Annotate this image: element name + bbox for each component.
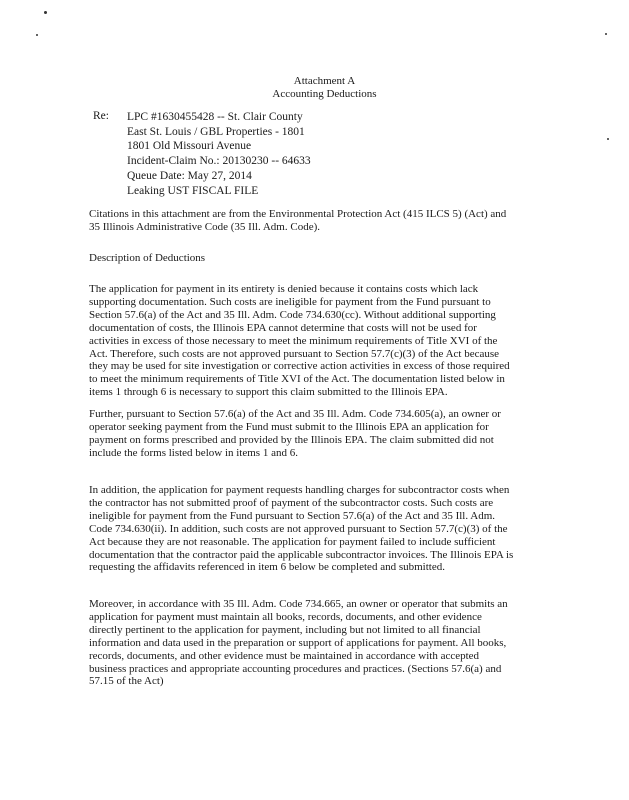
- paragraph-line: payment on forms prescribed and provided by the Illinois EPA. The claim submitted did not: [89, 433, 494, 446]
- paragraph-line: application for payment must maintain all books, records, documents, and other evidence: [89, 610, 482, 623]
- re-line: 1801 Old Missouri Avenue: [127, 140, 252, 153]
- paragraph-line: to meet the minimum requirements of Title XVI of the Act. The documentation listed below in: [89, 373, 505, 386]
- paragraph-line: Act. Therefore, such costs are not approved pursuant to Section 57.7(c)(3) of the Act because: [89, 347, 500, 360]
- re-line: LPC #1630455428 -- St. Clair County: [127, 111, 303, 123]
- re-line: Incident-Claim No.: 20130230 -- 64633: [127, 155, 311, 168]
- re-line: East St. Louis / GBL Properties - 1801: [127, 125, 305, 138]
- paragraph-line: operator seeking payment from the Fund must submit to the Illinois EPA an application for: [89, 420, 489, 433]
- paragraph-line: ineligible for payment from the Fund pursuant to Section 57.6(a) of the Act and 35 Ill. Adm.: [89, 509, 496, 522]
- attachment-title: Attachment A: [293, 75, 356, 87]
- re-block: [127, 110, 311, 198]
- paragraph-line: Further, pursuant to Section 57.6(a) of the Act and 35 Ill. Adm. Code 734.605(a), an owner or: [89, 408, 501, 420]
- attachment-subtitle: Accounting Deductions: [272, 88, 377, 100]
- re-line: Queue Date: May 27, 2014: [127, 169, 252, 182]
- citations-paragraph: [89, 208, 526, 234]
- re-label: Re:: [93, 110, 109, 122]
- scan-speck: [44, 11, 47, 14]
- paragraph-line: 35 Illinois Administrative Code (35 Ill. Adm. Code).: [89, 220, 320, 233]
- paragraph-line: requesting the affidavits referenced in item 6 below be completed and submitted.: [89, 561, 445, 574]
- paragraph-line: items 1 through 6 is necessary to support this claim submitted to the Illinois EPA.: [89, 386, 448, 399]
- scan-speck: [607, 138, 609, 140]
- paragraph-handling-charges: [89, 484, 526, 574]
- paragraph-line: information and data used in the preparation or support of applications for payment. All books,: [89, 636, 507, 649]
- paragraph-records-maintenance: [89, 598, 526, 688]
- paragraph-line: 57.15 of the Act): [89, 675, 164, 688]
- paragraph-forms-required: [89, 408, 526, 460]
- scan-speck: [605, 33, 607, 35]
- paragraph-line: the contractor has not submitted proof of payment of the subcontractor costs. Such costs are: [89, 496, 494, 509]
- paragraph-line: include the forms listed below in items 1 and 6.: [89, 446, 298, 459]
- paragraph-line: Section 57.6(a) of the Act and 35 Ill. Adm. Code 734.630(cc). Without additional supporting: [89, 308, 496, 321]
- paragraph-line: directly pertinent to the application for payment, including but not limited to all financial: [89, 623, 481, 636]
- paragraph-line: Act because they are not reasonable. The application for payment failed to include sufficient: [89, 535, 496, 548]
- re-line: Leaking UST FISCAL FILE: [127, 184, 259, 197]
- paragraph-line: they may be used for site investigation or corrective action activities in excess of those required: [89, 360, 510, 373]
- paragraph-line: In addition, the application for payment requests handling charges for subcontractor costs when: [89, 484, 510, 496]
- scan-speck: [36, 34, 38, 36]
- paragraph-line: Moreover, in accordance with 35 Ill. Adm. Code 734.665, an owner or operator that submits an: [89, 598, 508, 610]
- paragraph-line: business practices and appropriate accounting procedures and practices. (Sections 57.6(a) and: [89, 662, 502, 675]
- description-heading: Description of Deductions: [89, 252, 206, 264]
- paragraph-line: documentation of costs, the Illinois EPA cannot determine that costs will not be used for: [89, 321, 477, 334]
- paragraph-line: records, documents, and other evidence must be maintained in accordance with accepted: [89, 649, 480, 662]
- attachment-header: [0, 75, 629, 101]
- paragraph-line: Citations in this attachment are from the Environmental Protection Act (415 ILCS 5) (Act) and: [89, 208, 507, 220]
- paragraph-line: activities in excess of those necessary to meet the minimum requirements of Title XVI of the: [89, 334, 498, 347]
- paragraph-line: Code 734.630(ii). In addition, such costs are not approved pursuant to Section 57.7(c)(3) of the: [89, 522, 508, 535]
- paragraph-entirety-denied: [89, 283, 526, 399]
- paragraph-line: documentation that the contractor paid the applicable subcontractor invoices. The Illinois EPA is: [89, 548, 514, 561]
- paragraph-line: The application for payment in its entirety is denied because it contains costs which lack: [89, 283, 479, 295]
- paragraph-line: supporting documentation. Such costs are ineligible for payment from the Fund pursuant to: [89, 295, 491, 308]
